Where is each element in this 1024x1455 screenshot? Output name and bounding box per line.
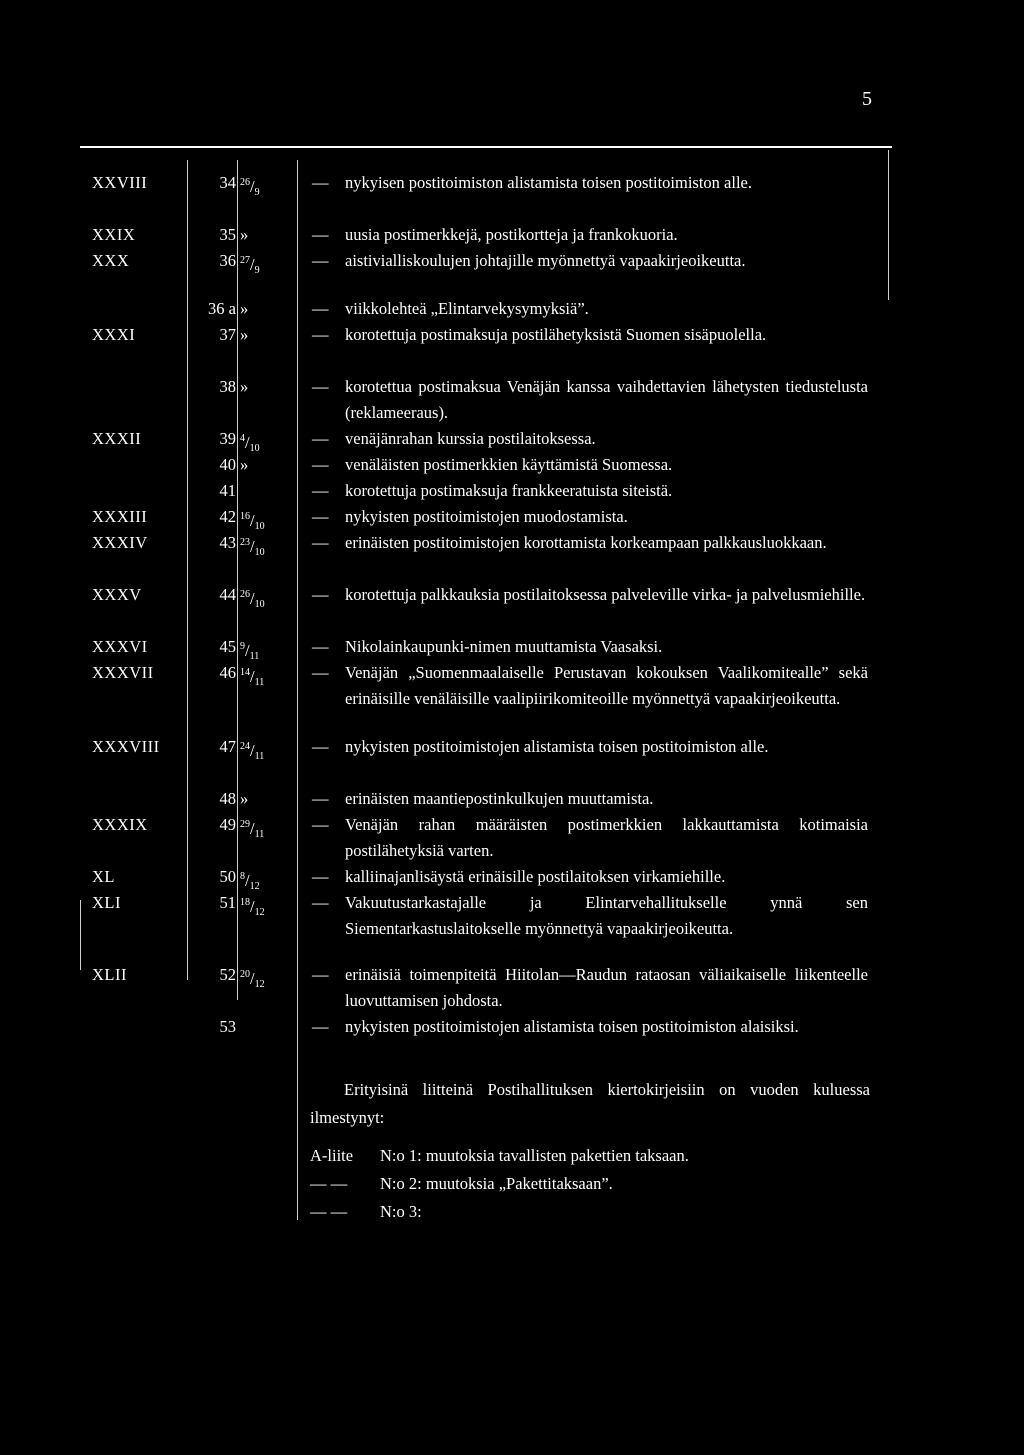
entry-date-month: 12 (249, 881, 260, 892)
entry-date-month: 9 (254, 265, 260, 276)
entry-date: $^{18}/_{12}$ (240, 897, 265, 918)
attachment-label: — — (310, 1174, 348, 1193)
entry-date: $^{26}/_{10}$ (240, 589, 265, 610)
entry-date-month: 10 (254, 521, 265, 532)
entry-number: 43 (219, 533, 236, 552)
entry-date: » (240, 325, 249, 344)
entry-dash: — (312, 299, 329, 318)
entry-roman-number: XXXII (92, 429, 142, 448)
entry-number: 37 (219, 325, 236, 344)
entry-date-month: 10 (254, 547, 265, 558)
entry-date: $^{23}/_{10}$ (240, 537, 265, 558)
entry-description: venäläisten postimerkkien käyttämistä Suomessa. (345, 455, 673, 474)
entry-date: $^{24}/_{11}$ (240, 741, 265, 762)
entry-dash: — (312, 1017, 329, 1036)
entry-roman-number: XXXIV (92, 533, 148, 552)
entry-number: 49 (219, 815, 236, 834)
entry-date: » (240, 789, 249, 808)
entry-dash: — (312, 893, 329, 912)
entry-number: 48 (219, 789, 236, 808)
entry-roman-number: XLII (92, 965, 127, 984)
entry-dash: — (312, 455, 329, 474)
entry-dash: — (312, 637, 329, 656)
entry-description: nykyisten postitoimistojen alistamista toisen postitoimiston alaisiksi. (345, 1017, 799, 1036)
entry-description: nykyisten postitoimistojen alistamista toisen postitoimiston alle. (345, 737, 769, 756)
column-divider (237, 160, 238, 1000)
entry-number: 51 (219, 893, 236, 912)
entry-roman-number: XXX (92, 251, 130, 270)
entry-date: » (240, 299, 249, 318)
entry-date: $^{26}/_9$ (240, 177, 260, 198)
entry-dash: — (312, 585, 329, 604)
entry-description: venäjänrahan kurssia postilaitoksessa. (345, 429, 596, 448)
entry-number: 44 (219, 585, 236, 604)
entry-date-day: 8 (240, 871, 245, 882)
entry-date-month: 11 (254, 677, 265, 688)
attachments-intro: Erityisinä liitteinä Postihallituksen kiertokirjeisiin on vuoden kuluessa ilmestynyt: (310, 1080, 870, 1127)
entry-roman-number: XXXIII (92, 507, 148, 526)
entry-number: 50 (219, 867, 236, 886)
entry-roman-number: XXIX (92, 225, 136, 244)
entry-date: $^4/_{10}$ (240, 433, 260, 454)
entry-number: 52 (219, 965, 236, 984)
entry-number: 39 (219, 429, 236, 448)
entry-number: 35 (219, 225, 236, 244)
entry-number: 53 (219, 1017, 236, 1036)
entry-date-day: 26 (240, 177, 250, 188)
entry-number: 41 (219, 481, 236, 500)
entry-number: 45 (219, 637, 236, 656)
entry-description: korotettuja postimaksuja postilähetyksistä Suomen sisäpuolella. (345, 325, 767, 344)
entry-date: » (240, 225, 249, 244)
entry-dash: — (312, 867, 329, 886)
entry-dash: — (312, 507, 329, 526)
entry-date-month: 12 (254, 907, 265, 918)
column-divider (80, 900, 81, 970)
entry-date: » (240, 455, 249, 474)
entry-roman-number: XLI (92, 893, 121, 912)
entry-description: kalliinajanlisäystä erinäisille postilaitoksen virkamiehille. (345, 867, 726, 886)
entry-date: $^{14}/_{11}$ (240, 667, 265, 688)
entry-description: korotettua postimaksua Venäjän kanssa vaihdettavien lähetysten tiedustelusta (reklameeraus). (345, 377, 868, 422)
attachment-label: — — (310, 1202, 348, 1221)
entry-date-day: 14 (240, 667, 250, 678)
entry-dash: — (312, 325, 329, 344)
entry-number: 42 (219, 507, 236, 526)
attachments-section (310, 1076, 870, 1226)
entry-date-month: 11 (254, 751, 265, 762)
entry-date: $^{27}/_9$ (240, 255, 260, 276)
entry-roman-number: XXVIII (92, 173, 148, 192)
entry-roman-number: XXXVII (92, 663, 154, 682)
attachment-item (310, 1142, 870, 1170)
entry-date: $^9/_{11}$ (240, 641, 260, 662)
entry-roman-number: XXXVIII (92, 737, 160, 756)
entry-dash: — (312, 225, 329, 244)
entry-description: nykyisten postitoimistojen muodostamista. (345, 507, 628, 526)
entry-date: $^{20}/_{12}$ (240, 969, 265, 990)
entry-roman-number: XXXV (92, 585, 142, 604)
entry-date: $^{16}/_{10}$ (240, 511, 265, 532)
entry-dash: — (312, 815, 329, 834)
column-divider (297, 160, 298, 1220)
entry-dash: — (312, 789, 329, 808)
entry-description: erinäisten postitoimistojen korottamista korkeampaan palkkausluokkaan. (345, 533, 827, 552)
entry-date-day: 16 (240, 511, 250, 522)
entry-number: 36 (219, 251, 236, 270)
entry-date: $^8/_{12}$ (240, 871, 260, 892)
entry-dash: — (312, 533, 329, 552)
attachment-text: N:o 2: muutoksia „Pakettitaksaan”. (380, 1174, 613, 1193)
entry-dash: — (312, 965, 329, 984)
entry-date-month: 10 (249, 443, 260, 454)
entry-dash: — (312, 481, 329, 500)
entry-description: erinäisten maantiepostinkulkujen muuttamista. (345, 789, 654, 808)
entry-number: 47 (219, 737, 236, 756)
entry-description: nykyisen postitoimiston alistamista toisen postitoimiston alle. (345, 173, 752, 192)
attachment-item (310, 1198, 870, 1226)
entry-description: Venäjän „Suomenmaalaiselle Perustavan kokouksen Vaalikomitealle” sekä erinäisille venäläisille vaalipiirikomiteoille myönnettyä vapaakirjeoikeutta. (345, 663, 868, 708)
attachment-item (310, 1170, 870, 1198)
entry-description: Nikolainkaupunki-nimen muuttamista Vaasaksi. (345, 637, 663, 656)
entry-roman-number: XXXIX (92, 815, 148, 834)
entry-date: » (240, 377, 249, 396)
entry-number: 38 (219, 377, 236, 396)
entry-description: korotettuja palkkauksia postilaitoksessa palveleville virka- ja palvelusmiehille. (345, 585, 866, 604)
entry-description: viikkolehteä „Elintarvekysymyksiä”. (345, 299, 589, 318)
attachment-label: A-liite (310, 1146, 354, 1165)
entry-dash: — (312, 251, 329, 270)
entry-description: aistivialliskoulujen johtajille myönnettyä vapaakirjeoikeutta. (345, 251, 746, 270)
entry-dash: — (312, 377, 329, 396)
entry-roman-number: XXXVI (92, 637, 148, 656)
attachment-text: N:o 1: muutoksia tavallisten pakettien taksaan. (380, 1146, 689, 1165)
entry-date: $^{29}/_{11}$ (240, 819, 265, 840)
entry-number: 36 a (208, 299, 236, 318)
entry-dash: — (312, 737, 329, 756)
entry-date-day: 26 (240, 589, 250, 600)
entry-date-day: 24 (240, 741, 250, 752)
entry-date-day: 20 (240, 969, 250, 980)
entry-description: Venäjän rahan määräisten postimerkkien lakkauttamista kotimaisia postilähetyksiä varten. (345, 815, 868, 860)
entry-dash: — (312, 173, 329, 192)
entry-date-month: 11 (254, 829, 265, 840)
entry-description: Vakuutustarkastajalle ja Elintarvehallitukselle ynnä sen Siementarkastuslaitokselle myönnettyä vapaakirjeoikeutta. (345, 893, 868, 938)
entry-dash: — (312, 429, 329, 448)
entry-dash: — (312, 663, 329, 682)
entry-date-day: 18 (240, 897, 250, 908)
entry-date-month: 9 (254, 187, 260, 198)
entry-date-month: 10 (254, 599, 265, 610)
column-divider (187, 160, 188, 980)
entry-roman-number: XL (92, 867, 115, 886)
entry-date-day: 4 (240, 433, 245, 444)
entry-date-month: 12 (254, 979, 265, 990)
entry-number: 34 (219, 173, 236, 192)
entry-date-day: 23 (240, 537, 250, 548)
entry-number: 40 (219, 455, 236, 474)
entry-date-day: 29 (240, 819, 250, 830)
entry-description: erinäisiä toimenpiteitä Hiitolan—Raudun rataosan väliaikaiselle liikenteelle luovuttamisen johdosta. (345, 965, 868, 1010)
entry-date-month: 11 (249, 651, 260, 662)
entry-roman-number: XXXI (92, 325, 136, 344)
entry-description: uusia postimerkkejä, postikortteja ja frankokuoria. (345, 225, 678, 244)
attachment-text: N:o 3: (380, 1202, 422, 1221)
entry-date-day: 27 (240, 255, 250, 266)
entry-number: 46 (219, 663, 236, 682)
entry-description: korotettuja postimaksuja frankkeeratuista siteistä. (345, 481, 673, 500)
top-rule (80, 146, 892, 148)
entry-date-day: 9 (240, 641, 245, 652)
page-number: 5 (862, 88, 872, 110)
column-divider (888, 150, 889, 300)
